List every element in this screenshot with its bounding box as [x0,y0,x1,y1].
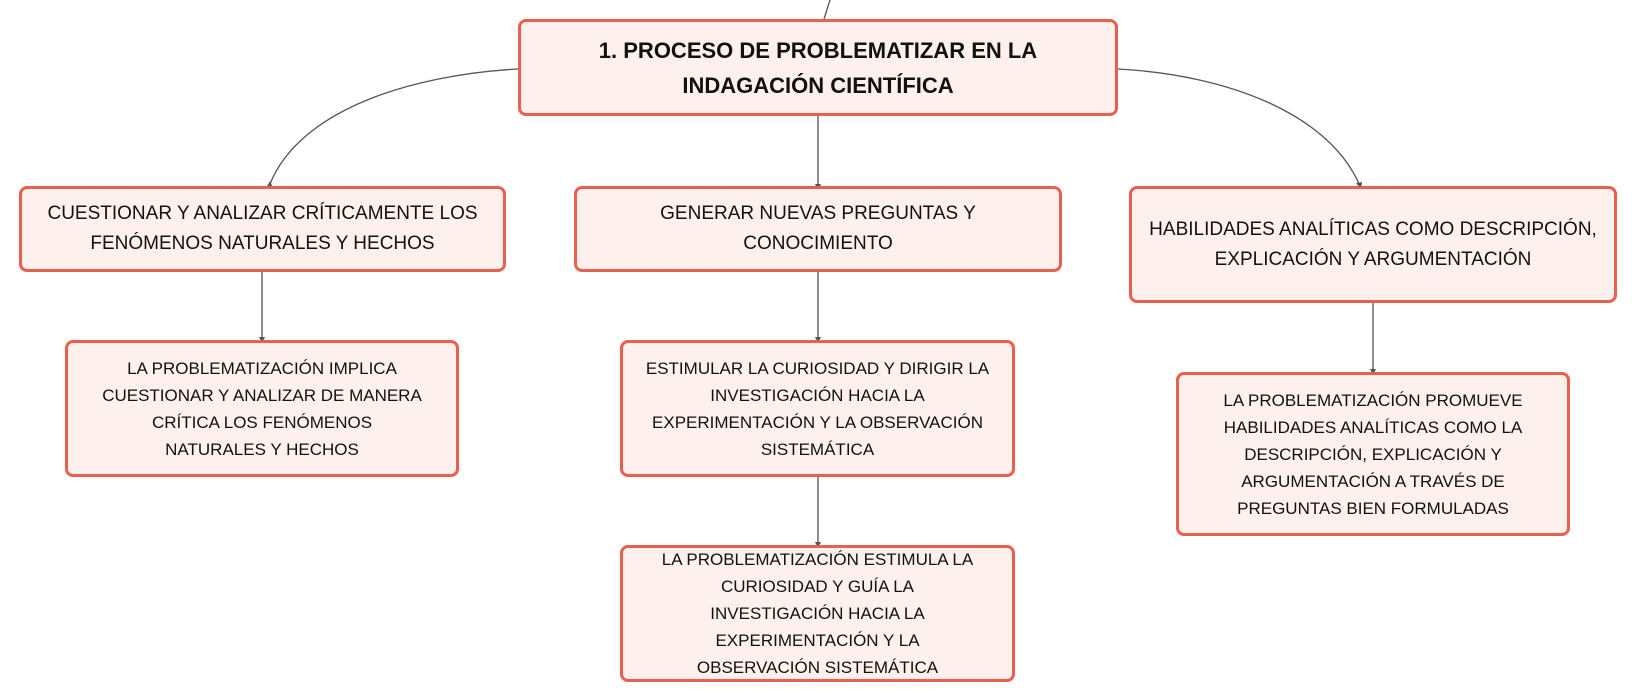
root-topic-node[interactable]: 1. PROCESO DE PROBLEMATIZAR EN LA INDAGACIÓN CIENTÍFICA [518,19,1118,116]
subtopic-node-estimula-curiosidad[interactable]: LA PROBLEMATIZACIÓN ESTIMULA LA CURIOSIDAD Y GUÍA LA INVESTIGACIÓN HACIA LA EXPERIMENTACIÓN Y LA OBSERVACIÓN SISTEMÁTICA [620,545,1015,682]
subtopic-node-promueve-habilidades[interactable]: LA PROBLEMATIZACIÓN PROMUEVE HABILIDADES ANALÍTICAS COMO LA DESCRIPCIÓN, EXPLICACIÓN Y ARGUMENTACIÓN A TRAVÉS DE PREGUNTAS BIEN FORMULADAS [1176,372,1570,536]
connector-root-to-branch-right [1118,69,1360,186]
branch-node-generar-preguntas[interactable]: GENERAR NUEVAS PREGUNTAS Y CONOCIMIENTO [574,186,1062,272]
branch-node-cuestionar[interactable]: CUESTIONAR Y ANALIZAR CRÍTICAMENTE LOS FENÓMENOS NATURALES Y HECHOS [19,186,506,272]
subtopic-node-implica-cuestionar[interactable]: LA PROBLEMATIZACIÓN IMPLICA CUESTIONAR Y ANALIZAR DE MANERA CRÍTICA LOS FENÓMENOS NATURALES Y HECHOS [65,340,459,477]
subtopic-node-estimular-curiosidad[interactable]: ESTIMULAR LA CURIOSIDAD Y DIRIGIR LA INVESTIGACIÓN HACIA LA EXPERIMENTACIÓN Y LA OBSERVACIÓN SISTEMÁTICA [620,340,1015,477]
connector-root-to-branch-left [270,69,518,184]
connector-parent-to-root [824,0,830,19]
branch-node-habilidades-analiticas[interactable]: HABILIDADES ANALÍTICAS COMO DESCRIPCIÓN, EXPLICACIÓN Y ARGUMENTACIÓN [1129,186,1617,303]
